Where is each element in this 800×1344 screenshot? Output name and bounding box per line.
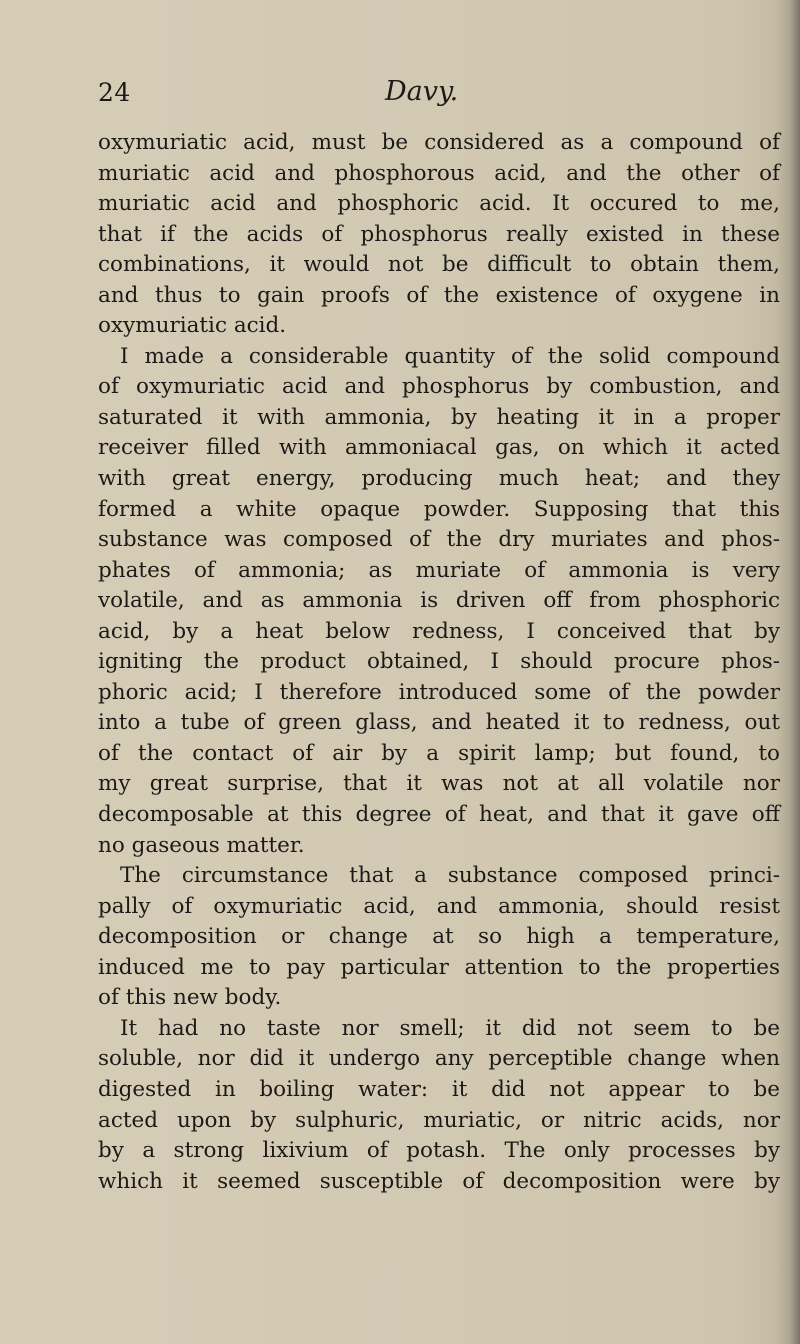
text-line: oxymuriatic acid. (98, 313, 287, 339)
running-head (98, 78, 758, 118)
text-line: induced me to pay particular attention to the properties (98, 954, 780, 980)
text-line: volatile, and as ammonia is driven off from phosphoric (98, 588, 780, 614)
text-line: The circumstance that a substance composed princi- (120, 863, 780, 889)
text-line: with great energy, producing much heat; and they (98, 466, 780, 492)
text-line: muriatic acid and phosphorous acid, and the other of (98, 160, 780, 186)
text-line: igniting the product obtained, I should procure phos- (98, 649, 780, 675)
text-line: soluble, nor did it undergo any perceptible change when (98, 1046, 780, 1072)
text-line: receiver filled with ammoniacal gas, on which it acted (98, 435, 780, 461)
text-line: that if the acids of phosphorus really existed in these (98, 221, 780, 247)
page-edge-shadow (790, 0, 800, 1344)
text-line: into a tube of green glass, and heated it to redness, out (98, 710, 780, 736)
text-line: my great surprise, that it was not at all volatile nor (98, 771, 780, 797)
text-line: and thus to gain proofs of the existence of oxygene in (98, 282, 780, 308)
text-line: It had no taste nor smell; it did not seem to be (120, 1015, 780, 1041)
text-line: muriatic acid and phosphoric acid. It occured to me, (98, 191, 780, 217)
text-line: saturated it with ammonia, by heating it in a proper (98, 404, 780, 430)
text-line: formed a white opaque powder. Supposing that this (98, 496, 780, 522)
text-line: combinations, it would not be difficult to obtain them, (98, 252, 780, 278)
text-line: decomposition or change at so high a temperature, (98, 924, 780, 950)
running-title: Davy. (385, 76, 459, 107)
text-line: oxymuriatic acid, must be considered as a compound of (98, 130, 780, 155)
text-line: pally of oxymuriatic acid, and ammonia, should resist (98, 893, 780, 919)
body-text (98, 128, 780, 1197)
text-line: phoric acid; I therefore introduced some of the powder (98, 679, 780, 705)
text-line: phates of ammonia; as muriate of ammonia is very (98, 557, 780, 583)
text-line: no gaseous matter. (98, 832, 305, 858)
text-line: of the contact of air by a spirit lamp; but found, to (98, 740, 780, 766)
text-line: of oxymuriatic acid and phosphorus by combustion, and (98, 374, 780, 400)
text-line: substance was composed of the dry muriates and phos- (98, 527, 780, 553)
text-line: I made a considerable quantity of the solid compound (120, 343, 780, 369)
text-line: acid, by a heat below redness, I conceived that by (98, 618, 780, 644)
text-line: which it seemed susceptible of decomposition were by (98, 1168, 780, 1194)
text-line: of this new body. (98, 985, 282, 1011)
page-number: 24 (98, 78, 131, 107)
text-line: decomposable at this degree of heat, and that it gave off (98, 802, 780, 828)
text-line: by a strong lixivium of potash. The only processes by (98, 1138, 780, 1164)
text-line: digested in boiling water: it did not appear to be (98, 1076, 780, 1102)
text-line: acted upon by sulphuric, muriatic, or nitric acids, nor (98, 1107, 780, 1133)
